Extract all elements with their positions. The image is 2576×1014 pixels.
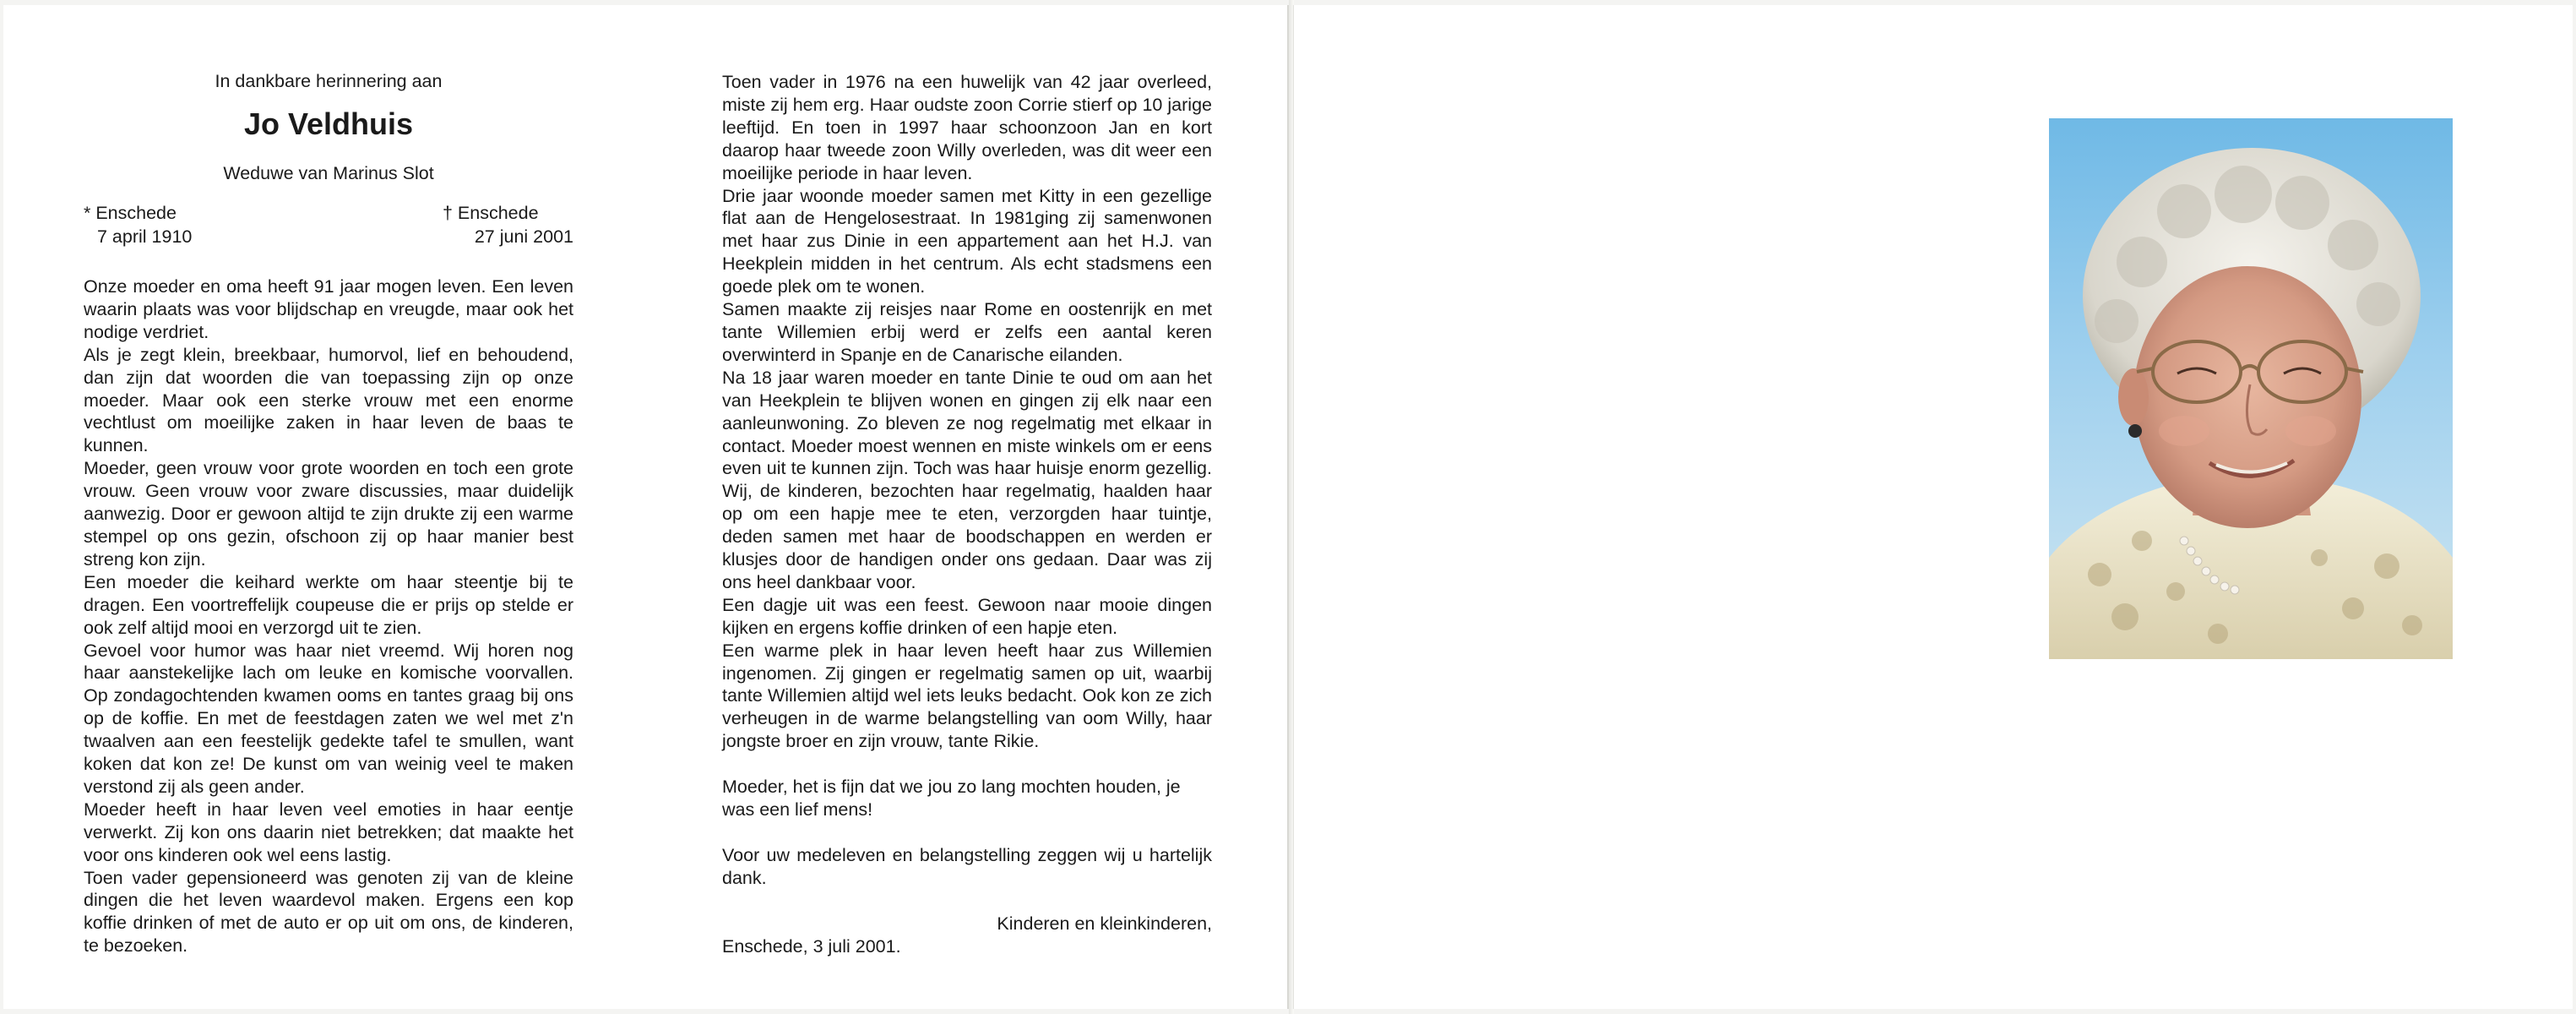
paragraph: Toen vader gepensioneerd was genoten zij van de kleine dingen die het leven waardevol maken. Ergens een kop koffie drinken of met de auto er op uit om ons, de kinderen, te bezoeken. bbox=[84, 867, 573, 957]
middle-text-column bbox=[722, 71, 1212, 958]
intro-line: In dankbare herinnering aan bbox=[215, 71, 443, 91]
birth-date: 7 april 1910 bbox=[97, 226, 193, 247]
death-place: † Enschede bbox=[443, 203, 539, 223]
portrait-illustration bbox=[2049, 118, 2453, 659]
widow-line: Weduwe van Marinus Slot bbox=[223, 163, 434, 183]
paragraph: Drie jaar woonde moeder samen met Kitty in een gezellige flat aan de Hengelosestraat. In 1981ging zij samenwonen met haar zus Dinie in een appartement aan het H.J. van Heekplein midden in het centrum. Als echt stadsmens een goede plek om te wonen. bbox=[722, 185, 1212, 297]
paragraph: Na 18 jaar waren moeder en tante Dinie te oud om aan het van Heekplein te blijven wonen en gingen zij elk naar een aanleunwoning. Zo bleven ze nog regelmatig met elkaar in contact. Moeder moest wennen en miste winkels om er eens even uit te kunnen zijn. Toch was haar huisje enorm gezellig. Wij, de kinderen, bezochten haar regelmatig, haalden haar op om een hapje mee te eten, verzorgden haar tuintje, deden samen met haar de boodschappen en werden er klusjes door de handigen onder ons gedaan. Daar was zij ons heel dankbaar voor. bbox=[722, 367, 1212, 592]
thanks-line: Voor uw medeleven en belangstelling zeggen wij u hartelijk dank. bbox=[722, 845, 1212, 888]
paragraph: Een warme plek in haar leven heeft haar zus Willemien ingenomen. Zij gingen er regelmatig samen op uit, waarbij tante Willemien altijd wel iets leuks bedacht. Ook kon ze zich verheugen in de warme belangstelling van oom Willy, haar jongste broer en zijn vrouw, tante Rikie. bbox=[722, 640, 1212, 752]
right-page bbox=[1294, 5, 2573, 1009]
left-text-column bbox=[84, 275, 573, 957]
place-date: Enschede, 3 juli 2001. bbox=[722, 935, 901, 957]
paragraph: Een dagje uit was een feest. Gewoon naar mooie dingen kijken en ergens koffie drinken of een hapje eten. bbox=[722, 594, 1212, 638]
deceased-name: Jo Veldhuis bbox=[243, 106, 414, 141]
closing-line: Moeder, het is fijn dat we jou zo lang mochten houden, je was een lief mens! bbox=[722, 777, 1181, 820]
birth-place: * Enschede bbox=[84, 203, 177, 223]
paragraph: Gevoel voor humor was haar niet vreemd. Wij horen nog haar aanstekelijke lach om leuke en komische voorvallen. Op zondagochtenden kwamen ooms en tantes graag bij ons op de koffie. En met de feestdagen zaten we wel met z'n twaalven aan een feestelijk gedekte tafel te smullen, want koken dat kon ze! De kunst om van weinig veel te maken verstond zij als geen ander. bbox=[84, 640, 573, 797]
left-page bbox=[3, 5, 1289, 1009]
paragraph: Samen maakte zij reisjes naar Rome en oostenrijk en met tante Willemien erbij werd er zelfs een aantal keren overwinterd in Spanje en de Canarische eilanden. bbox=[722, 299, 1212, 365]
birth-info bbox=[84, 201, 192, 248]
paragraph: Als je zegt klein, breekbaar, humorvol, lief en behoudend, dan zijn dat woorden die van toepassing zijn op onze moeder. Maar ook een sterke vrouw met een enorme vechtlust om moeilijke zaken in haar leven de baas te kunnen. bbox=[84, 344, 573, 456]
death-date: 27 juni 2001 bbox=[474, 226, 573, 247]
signature: Kinderen en kleinkinderen, bbox=[997, 913, 1212, 934]
paragraph: Moeder, geen vrouw voor grote woorden en toch een grote vrouw. Geen vrouw voor zware discussies, maar duidelijk aanwezig. Door er gewoon altijd te zijn drukte zij een warme stempel op ons gezin, ofschoon zij op haar manier best streng kon zijn. bbox=[84, 458, 573, 570]
death-info bbox=[409, 201, 573, 248]
paragraph: Onze moeder en oma heeft 91 jaar mogen leven. Een leven waarin plaats was voor blijdschap en vreugde, maar ook het nodige verdriet. bbox=[84, 276, 573, 342]
paragraph: Een moeder die keihard werkte om haar steentje bij te dragen. Een voortreffelijk coupeuse die er prijs op stelde er ook zelf altijd mooi en verzorgd uit te zien. bbox=[84, 571, 573, 638]
portrait-photo bbox=[2049, 118, 2453, 659]
paragraph: Toen vader in 1976 na een huwelijk van 42 jaar overleed, miste zij hem erg. Haar oudste zoon Corrie stierf op 10 jarige leeftijd. En toen in 1997 haar schoonzoon Jan en kort daarop haar tweede zoon Willy overleden, was dit weer een moeilijke periode in haar leven. bbox=[722, 72, 1212, 183]
paragraph: Moeder heeft in haar leven veel emoties in haar eentje verwerkt. Zij kon ons daarin niet betrekken; dat maakte het voor ons kinderen ook wel eens lastig. bbox=[84, 799, 573, 865]
